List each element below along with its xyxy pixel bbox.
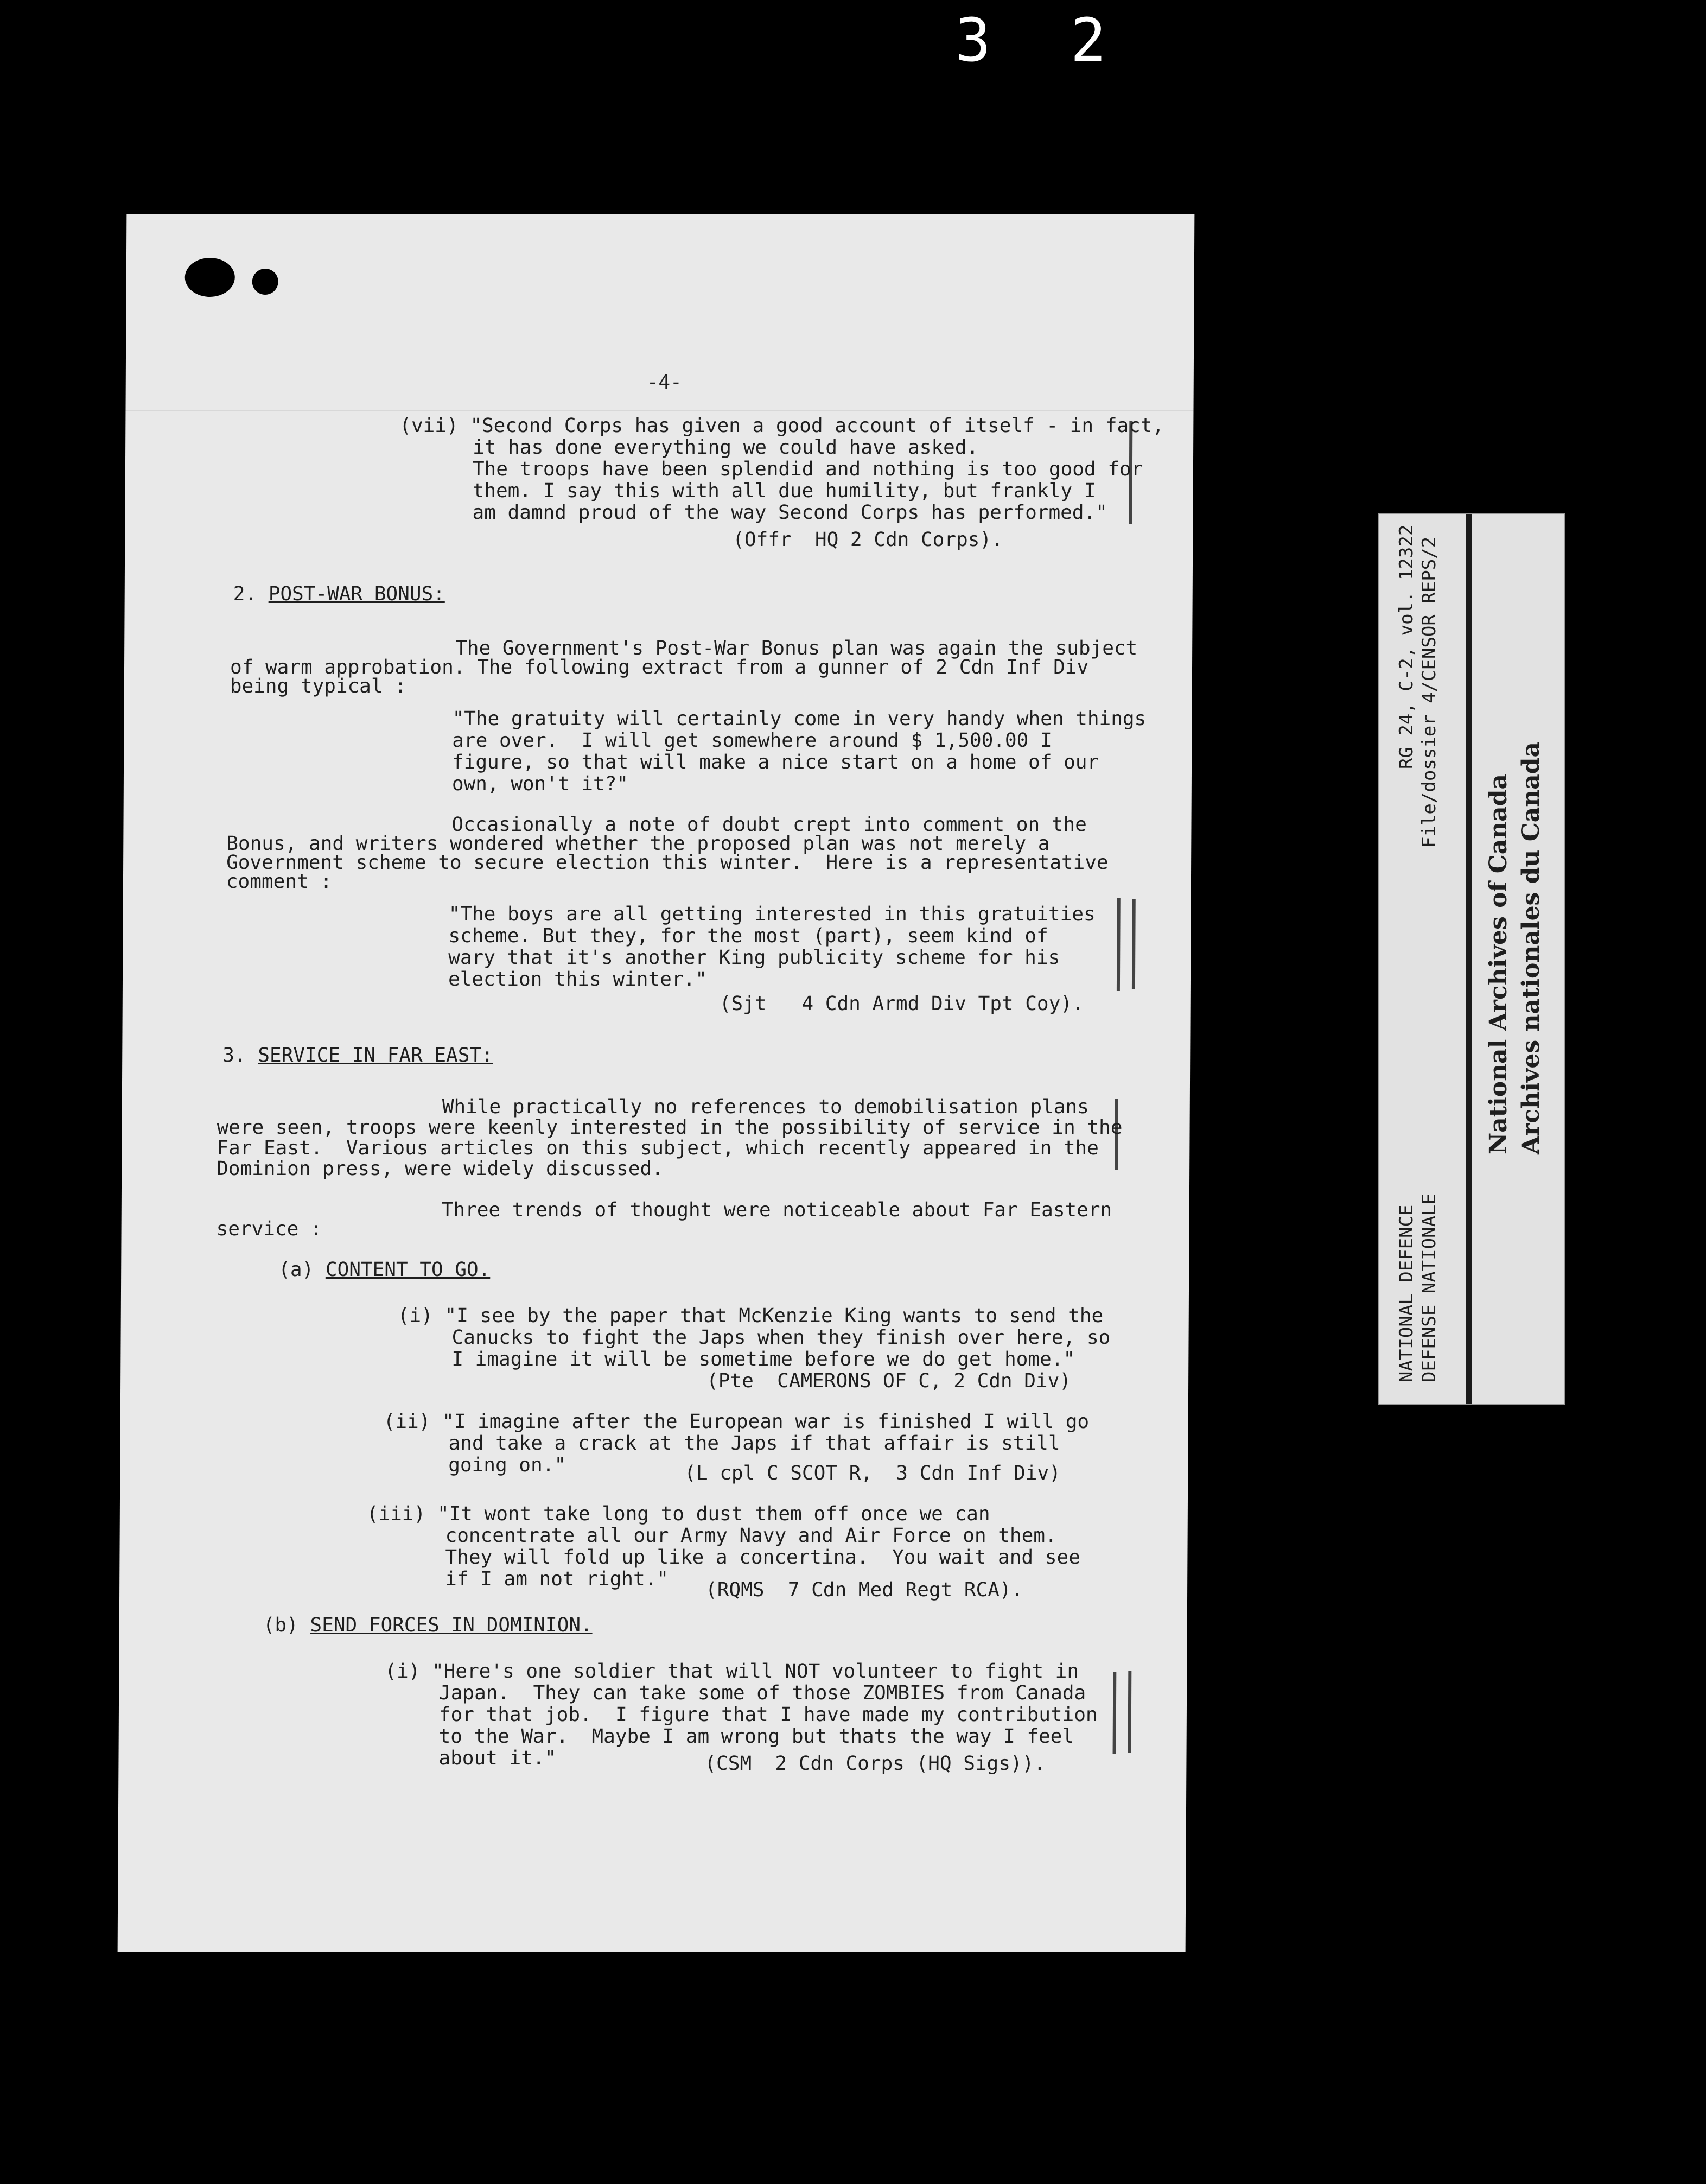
section-number: 3. [222, 1044, 258, 1066]
label-divider [1466, 514, 1472, 1404]
quote-line: They will fold up like a concertina. You wait and see [445, 1546, 1080, 1569]
section-3-heading [222, 1045, 493, 1066]
quote-line: if I am not right." [445, 1568, 669, 1590]
paragraph-line: of warm approbation. The following extract from a gunner of 2 Cdn Inf Div [230, 656, 1089, 678]
subsection-b-heading [263, 1615, 593, 1636]
quote-line: scheme. But they, for the most (part), seem kind of [448, 925, 1048, 947]
paragraph-line: Three trends of thought were noticeable about Far Eastern [441, 1199, 1112, 1221]
quote-line: (i) "I see by the paper that McKenzie King wants to send the [397, 1305, 1104, 1327]
section-title: SERVICE IN FAR EAST: [258, 1044, 493, 1066]
quote-line: figure, so that will make a nice start on a home of our [451, 751, 1099, 773]
paragraph-line: Occasionally a note of doubt crept into comment on the [451, 814, 1087, 836]
frame-number: 3 2 [955, 5, 1128, 75]
margin-mark [1117, 898, 1121, 991]
archive-label [1378, 513, 1565, 1405]
punch-hole [252, 269, 278, 295]
subsection-letter: (b) [263, 1614, 310, 1636]
quote-vii-line-3: The troops have been splendid and nothing is too good for [472, 458, 1143, 480]
subsection-title: CONTENT TO GO. [325, 1259, 491, 1281]
archives-name-en: National Archives of Canada [1485, 773, 1512, 1154]
section-2-heading [233, 583, 445, 605]
quote-line: concentrate all our Army Navy and Air Force on them. [445, 1525, 1057, 1547]
quote-line: "The boys are all getting interested in this gratuities [448, 903, 1096, 925]
paragraph-line: While practically no references to demobilisation plans [442, 1096, 1089, 1118]
quote-line: own, won't it?" [451, 773, 629, 795]
quote-line: (i) "Here's one soldier that will NOT volunteer to fight in [385, 1660, 1079, 1683]
paragraph-line: service : [216, 1218, 322, 1240]
department-en: NATIONAL DEFENCE [1396, 1204, 1417, 1382]
paragraph-line: comment : [226, 871, 333, 893]
subsection-letter: (a) [278, 1259, 326, 1281]
paragraph-line: Dominion press, were widely discussed. [217, 1158, 664, 1180]
document-page [118, 214, 1195, 1952]
margin-mark [1128, 1671, 1132, 1753]
attribution: (Pte CAMERONS OF C, 2 Cdn Div) [706, 1370, 1072, 1392]
section-title: POST-WAR BONUS: [268, 583, 445, 605]
quote-line: (iii) "It wont take long to dust them off once we can [366, 1503, 990, 1525]
quote-vii-line-5: am damnd proud of the way Second Corps has performed." [472, 501, 1108, 524]
quote-line: and take a crack at the Japs if that affair is still [448, 1432, 1060, 1455]
quote-vii-line-1: (vii) "Second Corps has given a good account of itself - in fact, [399, 415, 1164, 437]
quote-line: "The gratuity will certainly come in very handy when things [452, 708, 1147, 730]
attribution: (Offr HQ 2 Cdn Corps). [733, 529, 1003, 551]
quote-line: (ii) "I imagine after the European war is finished I will go [383, 1411, 1090, 1433]
attribution: (CSM 2 Cdn Corps (HQ Sigs)). [704, 1753, 1046, 1775]
quote-line: to the War. Maybe I am wrong but thats the way I feel [438, 1725, 1074, 1748]
attribution: (L cpl C SCOT R, 3 Cdn Inf Div) [684, 1462, 1061, 1484]
quote-vii-line-2: it has done everything we could have asked. [473, 436, 979, 459]
page-fold [125, 410, 1193, 411]
paragraph-line: Far East. Various articles on this subject, which recently appeared in the [217, 1137, 1099, 1159]
quote-line: wary that it's another King publicity scheme for his [448, 947, 1060, 969]
margin-mark [1132, 899, 1136, 989]
paragraph-line: being typical : [230, 675, 407, 697]
quote-line: I imagine it will be sometime before we do get home." [451, 1348, 1075, 1370]
paragraph-line: The Government's Post-War Bonus plan was again the subject [455, 637, 1138, 659]
section-number: 2. [233, 583, 269, 605]
paragraph-line: Bonus, and writers wondered whether the proposed plan was not merely a [226, 833, 1050, 855]
quote-line: Canucks to fight the Japs when they finish over here, so [451, 1326, 1111, 1349]
archives-name-fr: Archives nationales du Canada [1517, 741, 1545, 1154]
attribution: (RQMS 7 Cdn Med Regt RCA). [705, 1579, 1023, 1601]
page-number: -4- [646, 371, 682, 393]
quote-vii-line-4: them. I say this with all due humility, but frankly I [472, 480, 1096, 502]
department-fr: DEFENSE NATIONALE [1418, 1193, 1440, 1382]
subsection-title: SEND FORCES IN DOMINION. [310, 1614, 593, 1636]
margin-mark [1113, 1672, 1117, 1754]
archive-reference: RG 24, C-2, vol. 12322 [1396, 524, 1417, 769]
quote-line: going on." [448, 1454, 566, 1476]
quote-line: about it." [438, 1747, 557, 1769]
punch-hole [185, 258, 235, 297]
paragraph-line: Government scheme to secure election this winter. Here is a representative [226, 852, 1109, 874]
archive-file: File/dossier 4/CENSOR REPS/2 [1418, 536, 1440, 848]
subsection-a-heading [278, 1259, 490, 1281]
quote-line: Japan. They can take some of those ZOMBIES from Canada [439, 1682, 1086, 1704]
quote-line: are over. I will get somewhere around $ 1,500.00 I [452, 729, 1052, 752]
quote-line: election this winter." [448, 968, 707, 991]
quote-line: for that job. I figure that I have made my contribution [438, 1704, 1098, 1726]
paragraph-line: were seen, troops were keenly interested in the possibility of service in the [217, 1116, 1123, 1139]
attribution: (Sjt 4 Cdn Armd Div Tpt Coy). [719, 993, 1084, 1015]
